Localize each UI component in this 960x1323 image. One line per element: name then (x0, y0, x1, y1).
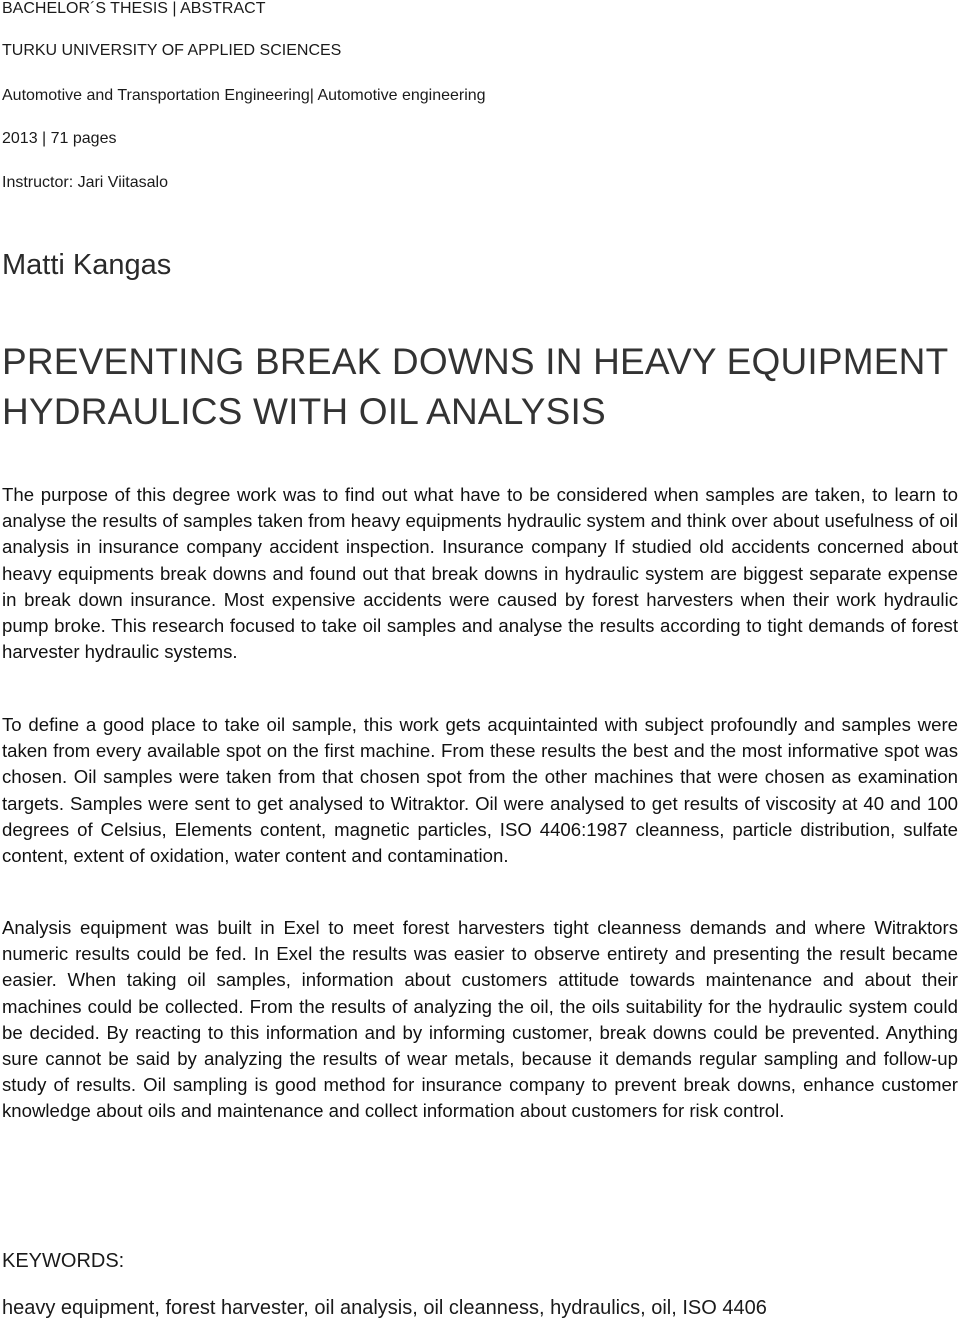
abstract-paragraph-3: Analysis equipment was built in Exel to meet forest harvesters tight cleanness demands and where Witraktors numeric results could be fed. In Exel the results was easier to observe entirety and presenting the result became easier. When taking oil samples, information about customers attitude towards maintenance and about their machines could be collected. From the results of analyzing the oil, the oils suitability for the hydraulic system could be decided. By reacting to this information and by informing customer, break downs could be prevented. Anything sure cannot be said by analyzing the results of wear metals, because it demands regular sampling and follow-up study of results. Oil sampling is good method for insurance company to prevent break downs, enhance customer knowledge about oils and maintenance and collect information about customers for risk control. (2, 917, 958, 1122)
thesis-type: BACHELOR´S THESIS | ABSTRACT (2, 0, 266, 17)
thesis-title: PREVENTING BREAK DOWNS IN HEAVY EQUIPMENT HYDRAULICS WITH OIL ANALYSIS (2, 341, 948, 432)
abstract-paragraph-1: The purpose of this degree work was to find out what have to be considered when samples are taken, to learn to analyse the results of samples taken from heavy equipments hydraulic system and think over about usefulness of oil analysis in insurance company accident inspection. Insurance company If studied old accidents concerned about heavy equipments break downs and found out that break downs in hydraulic system are biggest separate expense in break down insurance. Most expensive accidents were caused by forest harvesters when their work hydraulic pump broke. This research focused to take oil samples and analyse the results according to tight demands of forest harvester hydraulic systems. (2, 484, 958, 663)
university-name: TURKU UNIVERSITY OF APPLIED SCIENCES (2, 42, 342, 59)
abstract-paragraph-2: To define a good place to take oil sample, this work gets acquintainted with subject profoundly and samples were taken from every available spot on the first machine. From these results the best and the most informative spot was chosen. Oil samples were taken from that chosen spot from the other machines that were chosen as examination targets. Samples were sent to get analysed to Witraktor. Oil were analysed to get results of viscosity at 40 and 100 degrees of Celsius, Elements content, magnetic particles, ISO 4406:1987 cleanness, particle distribution, sulfate content, extent of oxidation, water content and contamination. (2, 714, 958, 867)
instructor: Instructor: Jari Viitasalo (2, 174, 168, 191)
author-name: Matti Kangas (2, 249, 172, 281)
keywords-list: heavy equipment, forest harvester, oil analysis, oil cleanness, hydraulics, oil, ISO 4406 (2, 1297, 767, 1319)
keywords-label: KEYWORDS: (2, 1250, 125, 1272)
degree-programme: Automotive and Transportation Engineering| Automotive engineering (2, 87, 486, 104)
year-and-pages: 2013 | 71 pages (2, 130, 117, 147)
